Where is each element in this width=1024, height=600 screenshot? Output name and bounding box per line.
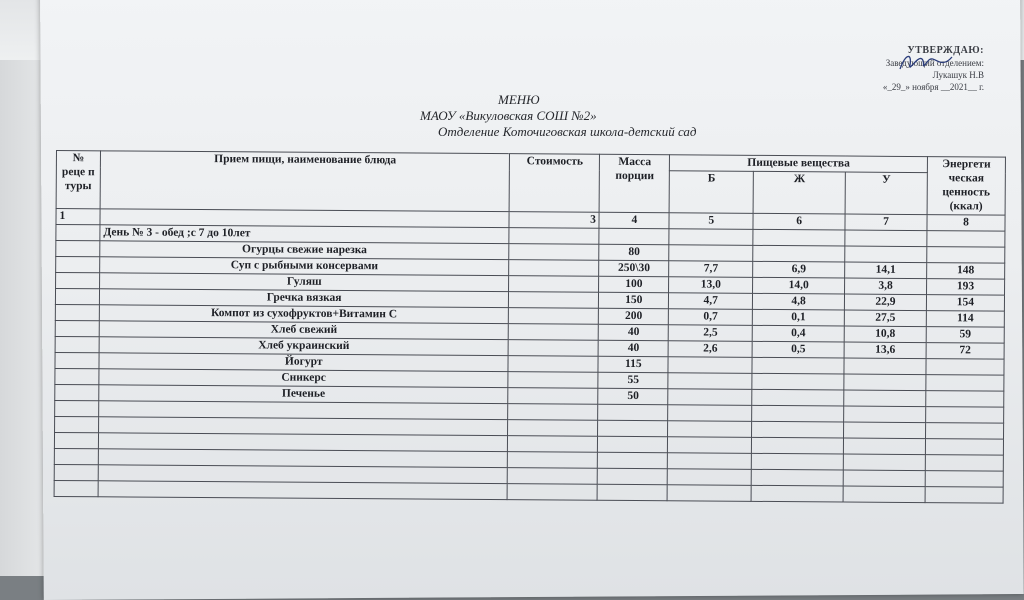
proteins-cell bbox=[669, 245, 753, 262]
recipe-cell bbox=[55, 336, 99, 352]
cost-cell bbox=[509, 308, 599, 325]
carbs-cell: 10,8 bbox=[844, 326, 926, 343]
mass-cell: 200 bbox=[599, 308, 669, 324]
empty-cell bbox=[98, 481, 508, 500]
proteins-cell: 7,7 bbox=[669, 261, 753, 278]
empty-cell bbox=[54, 480, 98, 496]
fats-cell: 14,0 bbox=[753, 277, 845, 294]
energy-cell: 154 bbox=[926, 295, 1004, 312]
proteins-cell: 2,6 bbox=[668, 341, 752, 358]
dish-name: Суп с рыбными консервами bbox=[100, 257, 510, 276]
header-carbs: У bbox=[845, 172, 927, 215]
empty-cell bbox=[668, 469, 752, 486]
proteins-cell: 13,0 bbox=[669, 277, 753, 294]
carbs-cell: 3,8 bbox=[845, 278, 927, 295]
empty-cell bbox=[54, 464, 98, 480]
empty-cell bbox=[843, 438, 925, 455]
dish-name: Гуляш bbox=[100, 273, 510, 292]
fats-cell: 0,5 bbox=[752, 341, 844, 358]
cost-cell bbox=[509, 276, 599, 293]
mass-cell: 115 bbox=[598, 356, 668, 372]
empty-cell bbox=[598, 468, 668, 484]
school-name: МАОУ «Викуловская СОШ №2» bbox=[420, 108, 597, 123]
carbs-cell: 13,6 bbox=[844, 342, 926, 359]
empty-cell bbox=[598, 404, 668, 420]
empty-cell bbox=[926, 407, 1004, 424]
mass-cell: 40 bbox=[598, 340, 668, 356]
fats-cell: 6,9 bbox=[753, 261, 845, 278]
dish-name: Печенье bbox=[99, 385, 509, 404]
carbs-cell: 22,9 bbox=[844, 294, 926, 311]
empty-cell bbox=[925, 455, 1003, 472]
dish-name: Гречка вязкая bbox=[99, 289, 509, 308]
empty-cell bbox=[668, 405, 752, 422]
mass-cell: 100 bbox=[599, 276, 669, 292]
recipe-cell bbox=[55, 352, 99, 368]
empty-cell bbox=[751, 469, 843, 486]
empty-cell bbox=[667, 485, 751, 502]
cost-cell bbox=[509, 260, 599, 277]
empty-cell bbox=[752, 405, 844, 422]
empty-cell bbox=[751, 485, 843, 502]
recipe-cell bbox=[56, 257, 100, 273]
fats-cell: 4,8 bbox=[753, 293, 845, 310]
empty-cell bbox=[508, 452, 598, 469]
proteins-cell bbox=[668, 373, 752, 390]
header-recipe-number: № реце п туры bbox=[56, 151, 100, 209]
empty-cell bbox=[843, 454, 925, 471]
empty-cell bbox=[668, 453, 752, 470]
index-cell: 8 bbox=[927, 215, 1005, 232]
menu-title: МЕНЮ bbox=[498, 92, 540, 107]
recipe-cell bbox=[55, 289, 99, 305]
approval-date: «_29_» ноября __2021__ г. bbox=[882, 82, 984, 92]
proteins-cell: 2,5 bbox=[669, 325, 753, 342]
fats-cell bbox=[752, 389, 844, 406]
empty-cell bbox=[844, 406, 926, 423]
empty-cell bbox=[668, 421, 752, 438]
fats-cell: 0,4 bbox=[752, 325, 844, 342]
energy-cell bbox=[926, 359, 1004, 376]
empty-cell bbox=[844, 422, 926, 439]
empty-cell bbox=[752, 453, 844, 470]
empty-cell bbox=[843, 486, 925, 503]
empty-cell bbox=[752, 421, 844, 438]
index-cell: 7 bbox=[845, 214, 927, 231]
empty-cell bbox=[508, 468, 598, 485]
index-cell: 4 bbox=[599, 212, 669, 228]
index-cell: 1 bbox=[56, 209, 100, 225]
recipe-cell bbox=[55, 320, 99, 336]
cost-cell bbox=[508, 356, 598, 373]
empty-cell bbox=[55, 400, 99, 416]
mass-cell: 250\30 bbox=[599, 260, 669, 276]
empty-cell bbox=[925, 423, 1003, 440]
proteins-cell bbox=[668, 389, 752, 406]
header-nutrients: Пищевые вещества bbox=[670, 155, 928, 173]
header-energy: Энергети ческая ценность (ккал) bbox=[927, 157, 1005, 216]
energy-cell: 72 bbox=[926, 343, 1004, 360]
cost-cell bbox=[509, 244, 599, 261]
cost-cell bbox=[509, 340, 599, 357]
signature-image bbox=[896, 49, 956, 75]
cost-cell bbox=[508, 388, 598, 405]
carbs-cell: 14,1 bbox=[845, 262, 927, 279]
energy-cell: 193 bbox=[926, 279, 1004, 296]
proteins-cell bbox=[668, 357, 752, 374]
carbs-cell bbox=[845, 246, 927, 263]
cost-cell bbox=[508, 372, 598, 389]
empty-cell bbox=[508, 436, 598, 453]
mass-cell: 80 bbox=[599, 244, 669, 260]
carbs-cell bbox=[844, 358, 926, 375]
energy-cell bbox=[926, 391, 1004, 408]
day-label: День № 3 - обед ;с 7 до 10лет bbox=[100, 225, 510, 244]
index-cell: 3 bbox=[509, 212, 599, 229]
header-dish: Прием пищи, наименование блюда bbox=[100, 151, 510, 212]
empty-cell bbox=[752, 437, 844, 454]
mass-cell: 55 bbox=[598, 372, 668, 388]
energy-cell: 114 bbox=[926, 311, 1004, 328]
empty-cell bbox=[508, 420, 598, 437]
dish-name: Хлеб украинский bbox=[99, 337, 509, 356]
recipe-cell bbox=[56, 241, 100, 257]
header-fats: Ж bbox=[753, 171, 845, 214]
mass-cell: 40 bbox=[599, 324, 669, 340]
header-mass: Масса порции bbox=[599, 154, 669, 212]
empty-cell bbox=[925, 439, 1003, 456]
recipe-cell bbox=[55, 368, 99, 384]
dish-name: Хлеб свежий bbox=[99, 321, 509, 340]
recipe-cell bbox=[55, 384, 99, 400]
empty-cell bbox=[925, 471, 1003, 488]
dish-name: Йогурт bbox=[99, 353, 509, 372]
carbs-cell bbox=[844, 390, 926, 407]
approval-title: УТВЕРЖДАЮ: bbox=[907, 45, 984, 56]
header-proteins: Б bbox=[669, 171, 753, 214]
approval-person: Лукашук Н.В bbox=[932, 70, 984, 80]
approval-position: Заведующий отделением: bbox=[885, 58, 984, 68]
dish-name: Огурцы свежие нарезка bbox=[100, 241, 510, 260]
fats-cell bbox=[752, 373, 844, 390]
approval-block bbox=[714, 45, 984, 93]
menu-header bbox=[380, 92, 800, 140]
fats-cell bbox=[752, 357, 844, 374]
carbs-cell bbox=[844, 374, 926, 391]
branch-name: Отделение Коточиговская школа-детский сад bbox=[438, 124, 697, 139]
mass-cell: 50 bbox=[598, 388, 668, 404]
cell bbox=[56, 225, 100, 241]
empty-cell bbox=[598, 452, 668, 468]
fats-cell bbox=[753, 245, 845, 262]
recipe-cell bbox=[55, 304, 99, 320]
proteins-cell: 4,7 bbox=[669, 293, 753, 310]
empty-cell bbox=[597, 484, 667, 500]
empty-cell bbox=[598, 436, 668, 452]
empty-cell bbox=[508, 484, 598, 501]
dish-name: Сникерс bbox=[99, 369, 509, 388]
cost-cell bbox=[509, 324, 599, 341]
empty-cell bbox=[55, 416, 99, 432]
cost-cell bbox=[509, 292, 599, 309]
index-cell: 5 bbox=[669, 213, 753, 230]
energy-cell: 148 bbox=[927, 263, 1005, 280]
dish-name: Компот из сухофруктов+Витамин С bbox=[99, 305, 509, 324]
energy-cell bbox=[927, 247, 1005, 264]
empty-cell bbox=[54, 432, 98, 448]
header-cost: Стоимость bbox=[510, 154, 600, 213]
menu-table bbox=[54, 150, 1006, 504]
mass-cell: 150 bbox=[599, 292, 669, 308]
recipe-cell bbox=[56, 273, 100, 289]
energy-cell bbox=[926, 375, 1004, 392]
index-cell: 6 bbox=[753, 213, 845, 230]
empty-cell bbox=[54, 448, 98, 464]
empty-cell bbox=[843, 470, 925, 487]
energy-cell: 59 bbox=[926, 327, 1004, 344]
empty-cell bbox=[925, 487, 1003, 504]
proteins-cell: 0,7 bbox=[669, 309, 753, 326]
empty-cell bbox=[598, 420, 668, 436]
carbs-cell: 27,5 bbox=[844, 310, 926, 327]
empty-cell bbox=[668, 437, 752, 454]
empty-cell bbox=[508, 404, 598, 421]
fats-cell: 0,1 bbox=[753, 309, 845, 326]
